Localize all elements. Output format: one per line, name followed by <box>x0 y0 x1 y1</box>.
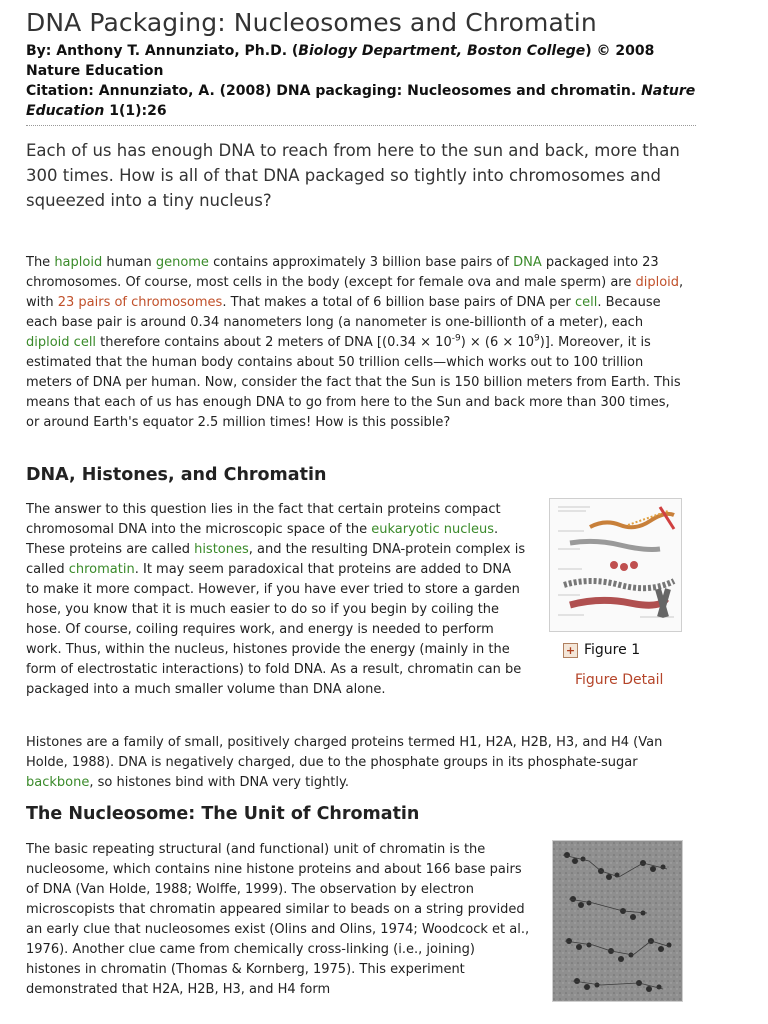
link-genome[interactable]: genome <box>155 255 209 270</box>
exponent: -9 <box>451 333 461 344</box>
figure-2-micrograph[interactable] <box>552 840 683 1002</box>
author-text: By: Anthony T. Annunziato, Ph.D. ( <box>26 43 299 59</box>
citation-journal: Nature Education <box>26 83 696 119</box>
nucleosome-paragraph: The basic repeating structural (and functional) unit of chromatin is the nucleosome, which contains nine histone proteins and about 166 base pairs of DNA (Van Holde, 1988; Wolffe, 1999). The observation by electron microscopists that chromatin appeared similar to beads on a string provided an early clue that nucleosomes exist (Olins and Olins, 1974; Woodcock et al., 1976). Another clue came from chemically cross-linking (i.e., joining) histones in chromatin (Thomas & Kornberg, 1975). This experiment demonstrated that H2A, H2B, H3, and H4 form <box>26 842 530 997</box>
exponent: 9 <box>533 333 540 344</box>
citation-volume: 1(1):26 <box>104 103 167 119</box>
section-heading-chromatin: DNA, Histones, and Chromatin <box>26 465 327 485</box>
link-diploid-cell[interactable]: diploid cell <box>26 335 97 350</box>
figure-1-thumbnail[interactable] <box>549 498 682 632</box>
copyright-text: ) © 2008 Nature Education <box>26 43 655 79</box>
byline <box>26 41 696 121</box>
affiliation: Biology Department, Boston College <box>298 43 586 59</box>
link-dna[interactable]: DNA <box>513 255 542 270</box>
link-cell[interactable]: cell <box>574 295 598 310</box>
link-eukaryotic-nucleus[interactable]: eukaryotic nucleus <box>371 522 494 537</box>
page-title: DNA Packaging: Nucleosomes and Chromatin <box>26 8 597 37</box>
divider <box>26 125 696 126</box>
link-diploid[interactable]: diploid <box>635 275 680 290</box>
histones-paragraph: The answer to this question lies in the fact that certain proteins compact chromosomal DNA into the microscopic space of the eukaryotic nucleus. These proteins are called histones, and the resulting DNA-protein complex is called chromatin. It may seem paradoxical that proteins are added to DNA to make it more compact. However, if you have ever tried to store a garden hose, you know that it is much easier to do so if you begin by coiling the hose. Of course, coiling requires work, and energy is needed to perform work. Thus, within the nucleus, histones provide the energy (mainly in the form of electrostatic interactions) to fold DNA. As a result, chromatin can be packaged into a much smaller volume than DNA alone. <box>26 502 526 697</box>
link-chromosome-pairs[interactable]: 23 pairs of chromosomes <box>57 295 223 310</box>
figure-detail-link[interactable]: Figure Detail <box>575 672 664 688</box>
citation-text: Citation: Annunziato, A. (2008) DNA packaging: Nucleosomes and chromatin. <box>26 83 642 99</box>
histone-family-paragraph: Histones are a family of small, positively charged proteins termed H1, H2A, H2B, H3, and H4 (Van Holde, 1988). DNA is negatively charged, due to the phosphate groups in its phosphate-sugar backbone, so histones bind with DNA very tightly. <box>26 735 663 790</box>
citation-line <box>26 81 696 121</box>
link-haploid[interactable]: haploid <box>54 255 103 270</box>
intro-paragraph: The haploid human genome contains approximately 3 billion base pairs of DNA packaged into 23 chromosomes. Of course, most cells in the body (except for female ova and male sperm) are diploid, with 23 pairs of chromosomes. That makes a total of 6 billion base pairs of DNA per cell. Because each base pair is around 0.34 nanometers long (a nanometer is one-billionth of a meter), each diploid cell therefore contains about 2 meters of DNA $[(0.34 \times 10^{-9}) \times (6 \times 10^9)]$. Moreover, it is estimated that the human body contains about 50 trillion cells—which works out to 100 trillion meters of DNA per human. Now, consider the fact that the Sun is 150 billion meters from Earth. This means that each of us has enough DNA to go from here to the Sun and back more than 300 times, or around Earth's equator 2.5 million times! How is this possible? <box>26 255 684 430</box>
link-histones[interactable]: histones <box>194 542 249 557</box>
electron-micrograph-image <box>553 841 682 1001</box>
link-backbone[interactable]: backbone <box>26 775 90 790</box>
lead-paragraph: Each of us has enough DNA to reach from here to the sun and back, more than 300 times. How is all of that DNA packaged so tightly into chromosomes and squeezed into a tiny nucleus? <box>26 141 680 210</box>
chromatin-diagram <box>550 499 681 631</box>
expand-plus-icon[interactable]: + <box>563 643 578 658</box>
link-chromatin[interactable]: chromatin <box>68 562 135 577</box>
author-line <box>26 41 696 81</box>
section-heading-nucleosome: The Nucleosome: The Unit of Chromatin <box>26 804 420 824</box>
figure-1-caption[interactable]: + Figure 1 <box>563 642 640 658</box>
